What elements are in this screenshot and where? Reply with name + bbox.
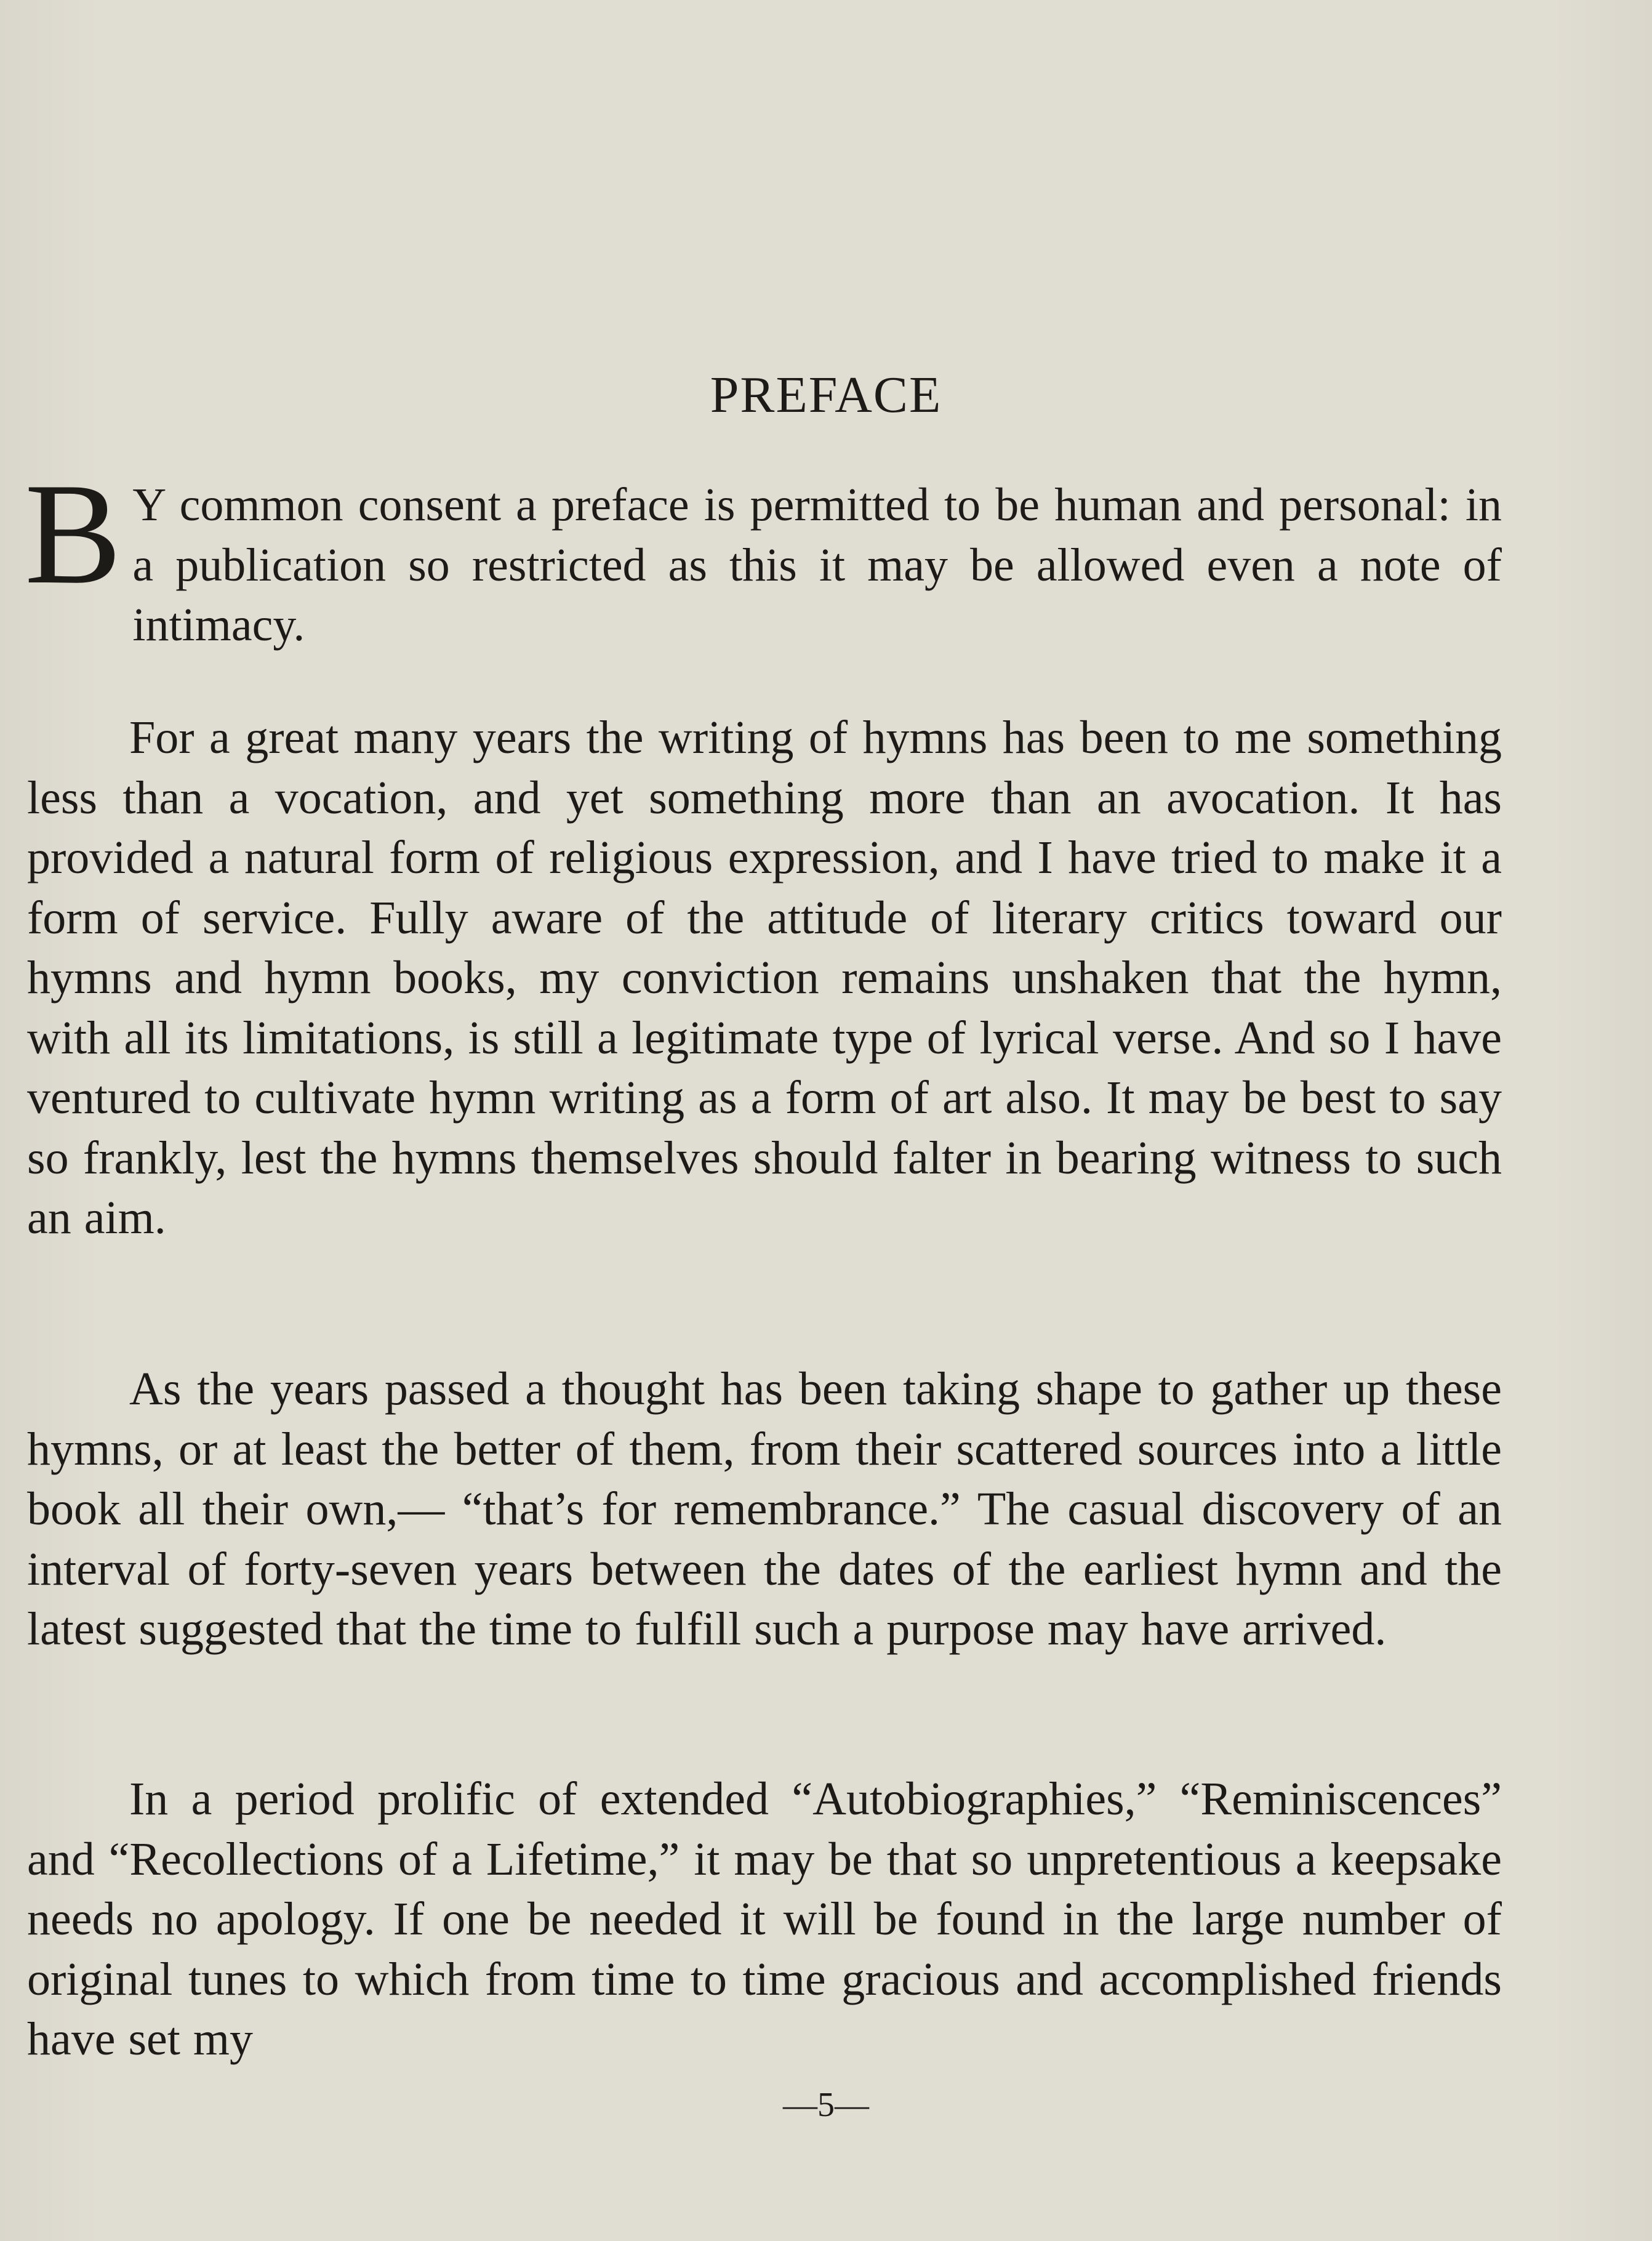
paragraph-1-text: Y common consent a preface is permitted to be human and personal: in a publication so restricted as this it may be allowed even a note of intimacy. xyxy=(132,479,1502,651)
paragraph-1 xyxy=(25,454,1502,656)
paragraph-4 xyxy=(27,1769,1502,2070)
paragraph-2-text: For a great many years the writing of hymns has been to me something less than a vocation, and yet something more than an avocation. It has provided a natural form of religious expression, and I have tried to make it a form of service. Fully aware of the attitude of literary critics toward our hymns and hymn books, my conviction remains unshaken that the hymn, with all its limitations, is still a legitimate type of lyrical verse. And so I have ventured to cultivate hymn writing as a form of art also. It may be best to say so frankly, lest the hymns themselves should falter in bearing witness to such an aim. xyxy=(27,712,1502,1244)
page-number: —5— xyxy=(783,2086,869,2124)
paragraph-2 xyxy=(27,708,1502,1249)
paragraph-3-text: As the years passed a thought has been taking shape to gather up these hymns, or at least the better of them, from their scattered sources into a little book all their own,— “that’s for remembrance.” The casual discovery of an interval of forty-seven years between the dates of the earliest hymn and the latest suggested that the time to fulfill such a purpose may have arrived. xyxy=(27,1363,1502,1655)
paragraph-3 xyxy=(27,1359,1502,1660)
paragraph-4-text: In a period prolific of extended “Autobiographies,” “Reminiscences” and “Recollections of a Lifetime,” it may be that so unpretentious a keepsake needs no apology. If one be needed it will be found in the large number of original tunes to which from time to time gracious and accomplished friends have set my xyxy=(27,1773,1502,2065)
drop-cap-letter: B xyxy=(25,454,122,614)
page-title: PREFACE xyxy=(710,366,942,424)
